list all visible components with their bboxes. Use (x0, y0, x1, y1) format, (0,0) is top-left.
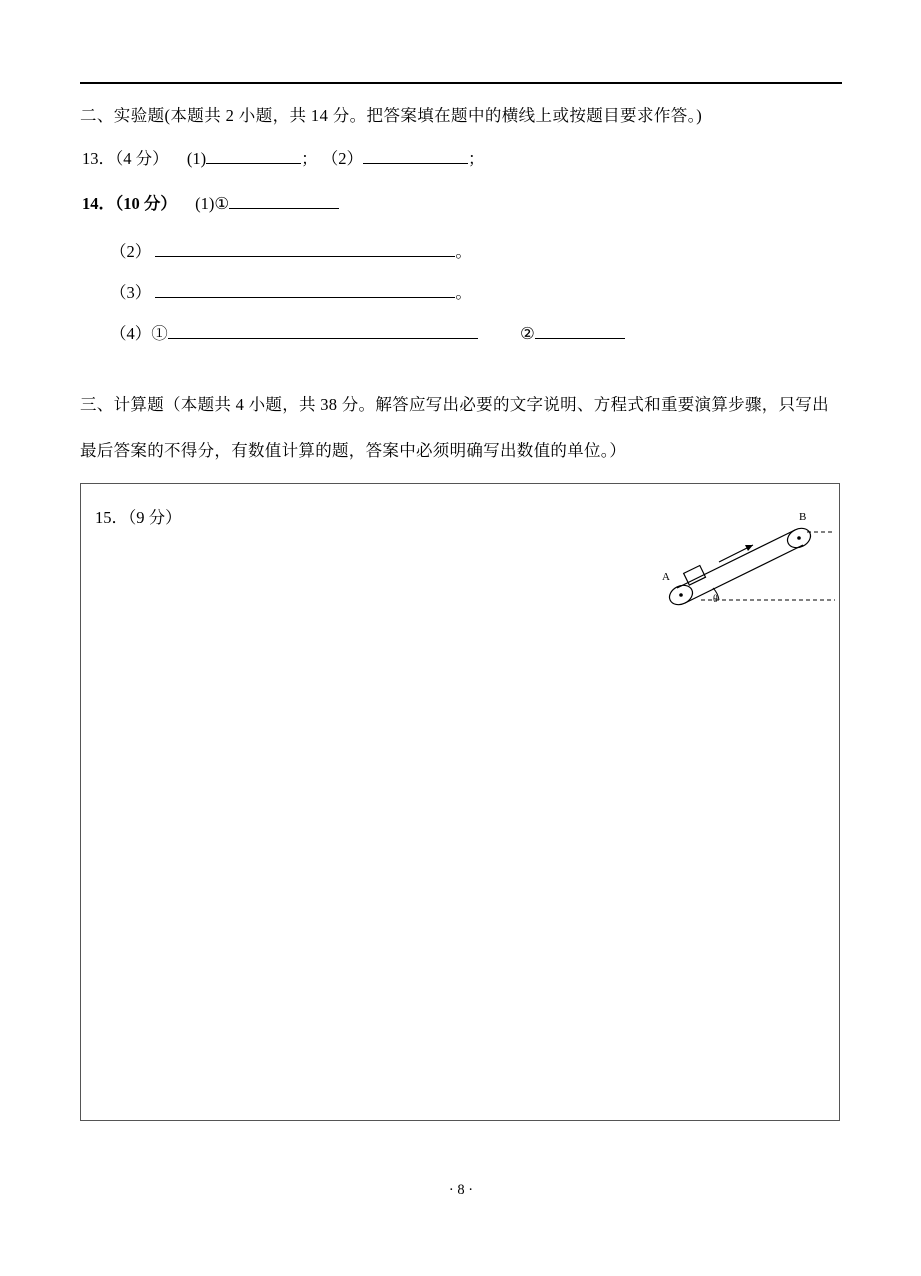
answer-blank-13-2[interactable] (363, 148, 468, 164)
question-15-number: 15．（9 分） (95, 508, 182, 527)
question-14 (82, 190, 339, 214)
question-13-part1-label: (1) (186, 149, 207, 168)
answer-blank-13-1[interactable] (206, 148, 301, 164)
conveyor-belt-figure (657, 508, 837, 623)
figure-label-a: A (662, 571, 670, 583)
question-14-part3 (110, 279, 472, 303)
page-number: · 8 · (448, 1182, 474, 1198)
question-14-part4-label-b: ② (520, 324, 535, 343)
section-2-heading: 二、实验题(本题共 2 小题，共 14 分。把答案填在题中的横线上或按题目要求作答。) (80, 106, 703, 125)
header-rule (80, 82, 842, 84)
answer-blank-14-3[interactable] (155, 282, 455, 298)
question-14-part4-label: （4）① (110, 324, 168, 343)
question-13-sep1: ； (301, 149, 318, 168)
question-13-part2-label: （2） (321, 149, 363, 168)
question-14-part3-end: 。 (455, 283, 472, 302)
question-13-number: 13．（4 分） (82, 149, 169, 168)
question-14-part3-label: （3） (110, 283, 152, 302)
answer-blank-14-4a[interactable] (168, 323, 478, 339)
section-3-heading: 三、计算题（本题共 4 小题，共 38 分。解答应写出必要的文字说明、方程式和重要演算步骤，只写出最后答案的不得分，有数值计算的题，答案中必须明确写出数值的单位。） (80, 395, 829, 460)
figure-label-theta: θ (713, 594, 718, 605)
answer-blank-14-4b[interactable] (535, 323, 625, 339)
question-13 (82, 145, 485, 169)
question-13-sep2: ； (468, 149, 485, 168)
figure-label-b: B (799, 511, 807, 523)
page-content (80, 0, 842, 1276)
question-14-part2-end: 。 (455, 242, 472, 261)
answer-blank-14-2[interactable] (155, 241, 455, 257)
question-14-part2 (110, 238, 472, 262)
answer-blank-14-1[interactable] (229, 193, 339, 209)
question-15-answer-box (80, 483, 840, 1121)
question-14-part2-label: （2） (110, 242, 152, 261)
question-14-part1-label: (1)① (195, 194, 230, 213)
question-14-number: 14．（10 分） (82, 194, 177, 213)
question-14-part4 (110, 320, 625, 344)
